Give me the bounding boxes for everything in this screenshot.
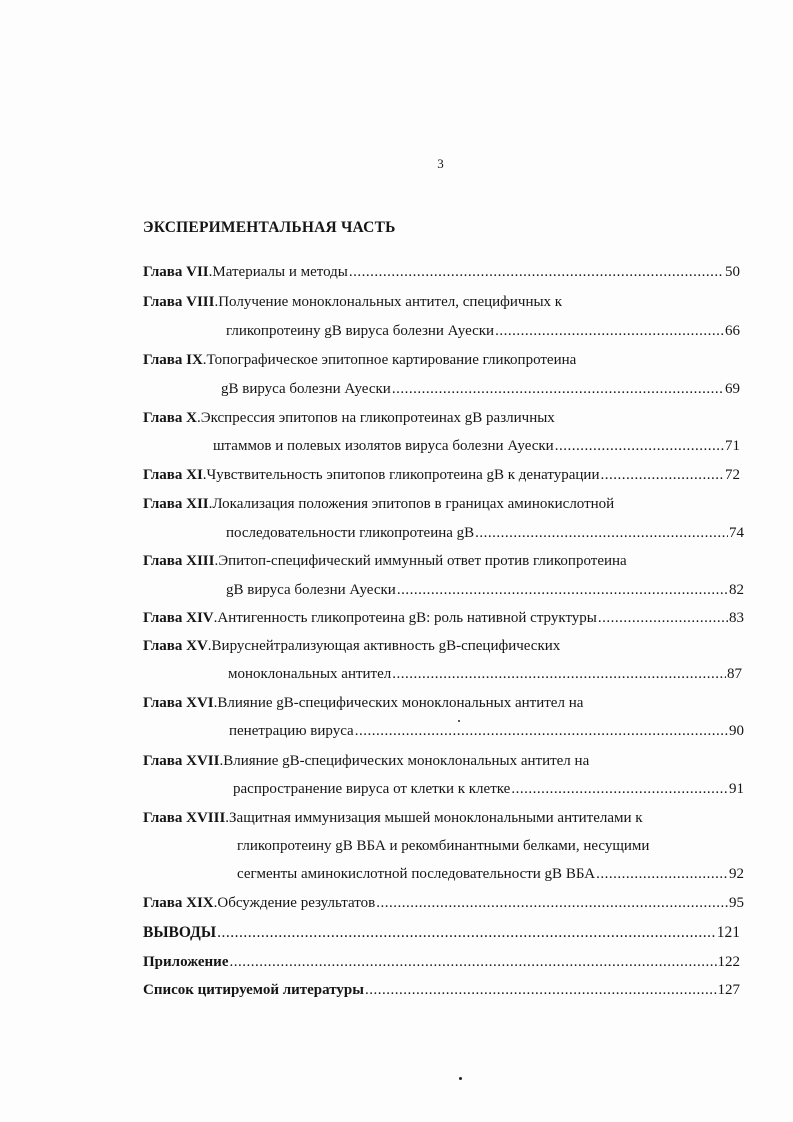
chapter-title: Чувствительность эпитопов гликопротеина gB к денатурации <box>206 467 600 483</box>
chapter-number: Глава XVIII <box>143 810 226 826</box>
toc-entry-ch13-cont <box>226 580 744 600</box>
dot-leader <box>596 864 728 884</box>
chapter-title: Эпитоп-специфический иммунный ответ против гликопротеина <box>218 553 627 569</box>
dot-leader <box>392 664 726 684</box>
toc-entry-references <box>143 980 740 1000</box>
page-ref: 91 <box>729 781 744 797</box>
page-ref: 72 <box>725 467 740 483</box>
chapter-title-continued: распространение вируса от клетки к клетке <box>233 781 511 797</box>
chapter-title-continued: пенетрацию вируса <box>229 723 354 739</box>
dot-leader <box>349 262 724 282</box>
page-ref: 71 <box>725 438 740 454</box>
chapter-number: Глава X <box>143 410 197 426</box>
scan-speck <box>459 1077 462 1080</box>
toc-entry-ch8-cont <box>226 321 740 341</box>
chapter-separator: . <box>202 352 207 368</box>
page-ref: 92 <box>729 866 744 882</box>
page-ref: 50 <box>725 264 740 280</box>
chapter-number: Глава XI <box>143 467 203 483</box>
chapter-title-continued: моноклональных антител <box>228 666 392 682</box>
page-ref: 82 <box>729 582 744 598</box>
toc-entry-ch18 <box>143 808 744 828</box>
chapter-title-continued: gB вируса болезни Ауески <box>221 381 391 397</box>
toc-entry-ch12 <box>143 494 740 514</box>
dot-leader <box>397 580 728 600</box>
page-ref: 122 <box>717 954 740 970</box>
chapter-title: Экспрессия эпитопов на гликопротеинах gB различных <box>200 410 555 426</box>
page-ref: 66 <box>725 323 740 339</box>
chapter-separator: . <box>208 264 213 280</box>
page-ref: 90 <box>729 723 744 739</box>
dot-leader <box>511 779 728 799</box>
chapter-number: Глава IX <box>143 352 203 368</box>
chapter-title-continued: гликопротеину gB ВБА и рекомбинантными белками, несущими <box>237 838 650 854</box>
section-heading: Приложение <box>143 954 229 970</box>
chapter-title: Влияние gB-специфических моноклональных антител на <box>223 753 590 769</box>
toc-entry-ch17 <box>143 751 744 771</box>
chapter-separator: . <box>219 753 224 769</box>
toc-entry-ch15 <box>143 636 744 656</box>
chapter-title-continued: gB вируса болезни Ауески <box>226 582 396 598</box>
toc-entry-ch14 <box>143 608 744 628</box>
toc-entry-ch9-cont <box>221 379 740 399</box>
dot-leader <box>376 893 728 913</box>
chapter-number: Глава XVI <box>143 695 214 711</box>
toc-entry-ch18-cont2 <box>237 864 744 884</box>
dot-leader <box>392 379 724 399</box>
chapter-title: Получение моноклональных антител, специфичных к <box>218 294 563 310</box>
dot-leader <box>495 321 724 341</box>
toc-entry-appendix <box>143 952 740 972</box>
dot-leader <box>229 952 716 972</box>
chapter-title-continued: последовательности гликопротеина gB <box>226 525 475 541</box>
chapter-separator: . <box>196 410 201 426</box>
toc-entry-ch12-cont <box>226 523 744 543</box>
chapter-title: Антигенность гликопротеина gB: роль нативной структуры <box>217 610 597 626</box>
chapter-title: Локализация положения эпитопов в границах аминокислотной <box>212 496 615 512</box>
section-heading: ВЫВОДЫ <box>143 924 217 941</box>
chapter-separator: . <box>213 610 218 626</box>
chapter-number: Глава XIII <box>143 553 215 569</box>
chapter-separator: . <box>207 638 212 654</box>
toc-entry-ch11 <box>143 465 740 485</box>
page-ref: 127 <box>717 982 740 998</box>
page-ref: 69 <box>725 381 740 397</box>
chapter-title-continued: гликопротеину gB вируса болезни Ауески <box>226 323 495 339</box>
dot-leader <box>600 465 724 485</box>
chapter-title: Обсуждение результатов <box>217 895 376 911</box>
chapter-separator: . <box>214 294 219 310</box>
scan-speck <box>458 720 460 722</box>
toc-entry-ch18-cont <box>237 836 744 856</box>
toc-entry-ch8 <box>143 292 740 312</box>
page-ref: 74 <box>729 525 744 541</box>
toc-entry-ch15-cont <box>228 664 742 684</box>
chapter-separator: . <box>213 895 218 911</box>
chapter-title: Вируснейтрализующая активность gB-специфических <box>211 638 561 654</box>
toc-entry-ch9 <box>143 350 740 370</box>
chapter-title-continued: сегменты аминокислотной последовательности gB ВБА <box>237 866 596 882</box>
page-ref: 121 <box>716 924 740 941</box>
dot-leader <box>355 721 728 741</box>
page-ref: 83 <box>729 610 744 626</box>
section-heading: Список цитируемой литературы <box>143 982 364 998</box>
toc-entry-ch10-cont <box>213 436 740 456</box>
chapter-title-continued: штаммов и полевых изолятов вируса болезни Ауески <box>213 438 554 454</box>
chapter-number: Глава XVII <box>143 753 220 769</box>
chapter-title: Защитная иммунизация мышей моноклональными антителами к <box>229 810 643 826</box>
chapter-number: Глава XV <box>143 638 208 654</box>
toc-entry-ch13 <box>143 551 744 571</box>
chapter-separator: . <box>202 467 207 483</box>
dot-leader <box>598 608 728 628</box>
chapter-title: Материалы и методы <box>212 264 348 280</box>
page-ref: 87 <box>727 666 742 682</box>
chapter-separator: . <box>225 810 230 826</box>
chapter-title: Влияние gB-специфических моноклональных антител на <box>217 695 584 711</box>
dot-leader <box>475 523 728 543</box>
chapter-separator: . <box>213 695 218 711</box>
chapter-separator: . <box>214 553 219 569</box>
toc-entry-ch16 <box>143 693 744 713</box>
dot-leader <box>217 923 716 943</box>
chapter-title: Топографическое эпитопное картирование гликопротеина <box>206 352 577 368</box>
page-ref: 95 <box>729 895 744 911</box>
chapter-number: Глава XII <box>143 496 209 512</box>
toc-entry-ch10 <box>143 408 740 428</box>
toc-entry-ch16-cont <box>229 721 744 741</box>
chapter-separator: . <box>208 496 213 512</box>
toc-entry-conclusions <box>143 923 740 943</box>
chapter-number: Глава XIV <box>143 610 214 626</box>
chapter-number: Глава VII <box>143 264 209 280</box>
dot-leader <box>365 980 717 1000</box>
chapter-number: Глава XIX <box>143 895 214 911</box>
toc-entry-ch19 <box>143 893 744 913</box>
page-number: 3 <box>437 156 444 171</box>
dot-leader <box>555 436 724 456</box>
chapter-number: Глава VIII <box>143 294 215 310</box>
toc-entry-ch7 <box>143 262 740 282</box>
toc-entry-ch17-cont <box>233 779 744 799</box>
section-title: ЭКСПЕРИМЕНТАЛЬНАЯ ЧАСТЬ <box>143 219 396 236</box>
